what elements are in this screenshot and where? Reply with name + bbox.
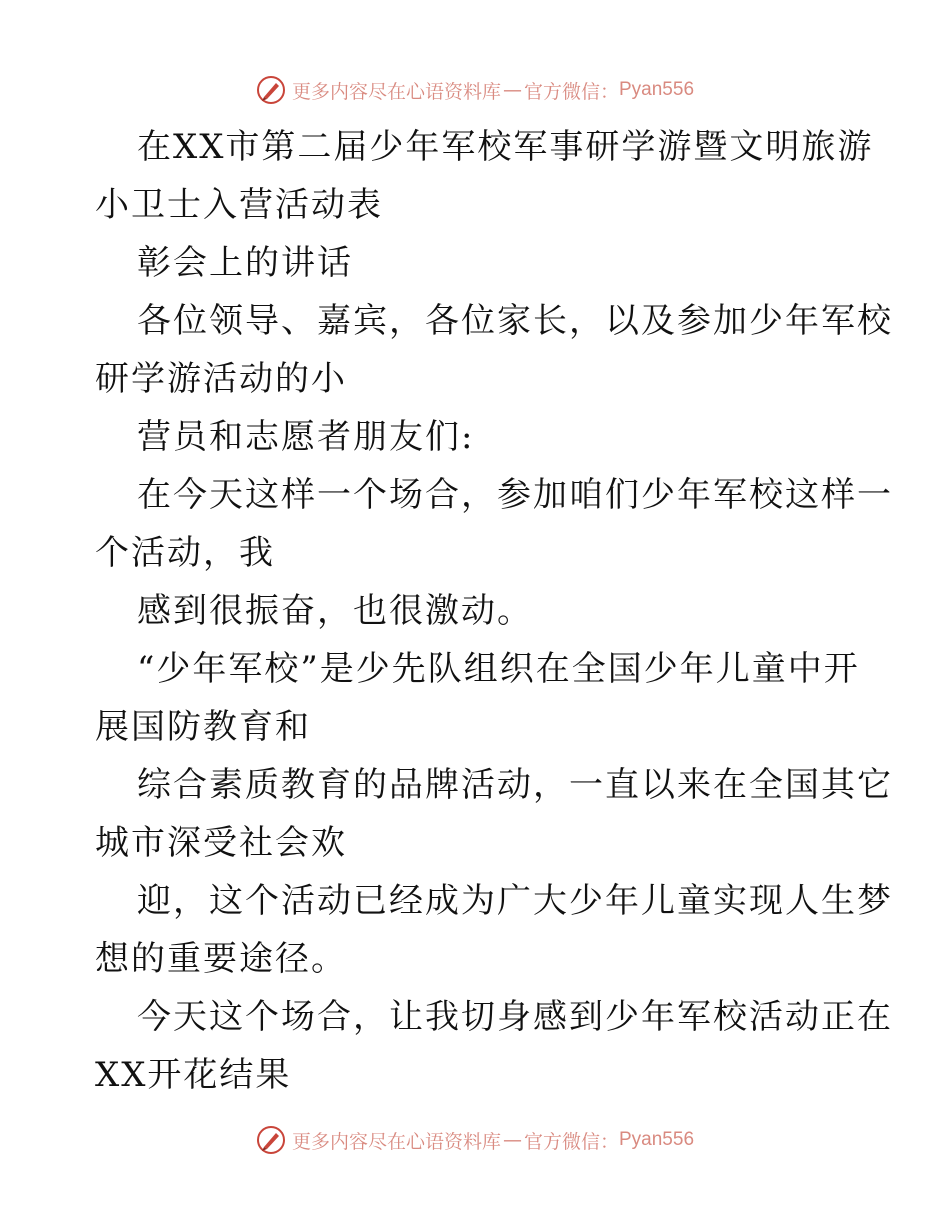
pen-logo-icon <box>256 75 286 105</box>
body-line: 综合素质教育的品牌活动，一直以来在全国其它 <box>137 765 893 805</box>
document-body <box>95 118 893 1104</box>
body-line: 彰会上的讲话 <box>137 243 353 283</box>
watermark-label: 官方微信： <box>523 1130 619 1153</box>
body-line: 在今天这样一个场合，参加咱们少年军校这样一 <box>137 475 893 515</box>
body-line: 今天这个场合，让我切身感到少年军校活动正在 <box>137 997 893 1037</box>
body-line: 展国防教育和 <box>95 707 311 747</box>
watermark-label: 官方微信： <box>523 80 619 103</box>
body-line: 想的重要途径。 <box>95 939 347 979</box>
body-line: “少年军校”是少先队组织在全国少年儿童中开 <box>137 649 860 689</box>
body-line: XX开花结果 <box>95 1055 292 1095</box>
header-watermark <box>0 70 950 110</box>
body-line: 迎，这个活动已经成为广大少年儿童实现人生梦 <box>137 881 893 921</box>
watermark-brand: 更多内容尽在心语资料库 <box>291 80 501 103</box>
body-line: 在XX市第二届少年军校军事研学游暨文明旅游 <box>137 127 874 167</box>
body-line: 研学游活动的小 <box>95 359 347 399</box>
body-line: 感到很振奋，也很激动。 <box>137 591 533 631</box>
watermark-wechat-id: Pyan556 <box>619 79 695 100</box>
watermark-wechat-id: Pyan556 <box>619 1129 695 1150</box>
body-line: 个活动，我 <box>95 533 275 573</box>
body-line: 各位领导、嘉宾，各位家长，以及参加少年军校 <box>137 301 893 341</box>
watermark-separator: — <box>502 79 522 101</box>
watermark-brand: 更多内容尽在心语资料库 <box>291 1130 501 1153</box>
body-line: 小卫士入营活动表 <box>95 185 383 225</box>
body-line: 城市深受社会欢 <box>95 823 347 863</box>
watermark-separator: — <box>502 1129 522 1151</box>
body-line: 营员和志愿者朋友们: <box>137 417 475 457</box>
pen-logo-icon <box>256 1125 286 1155</box>
footer-watermark <box>0 1120 950 1160</box>
